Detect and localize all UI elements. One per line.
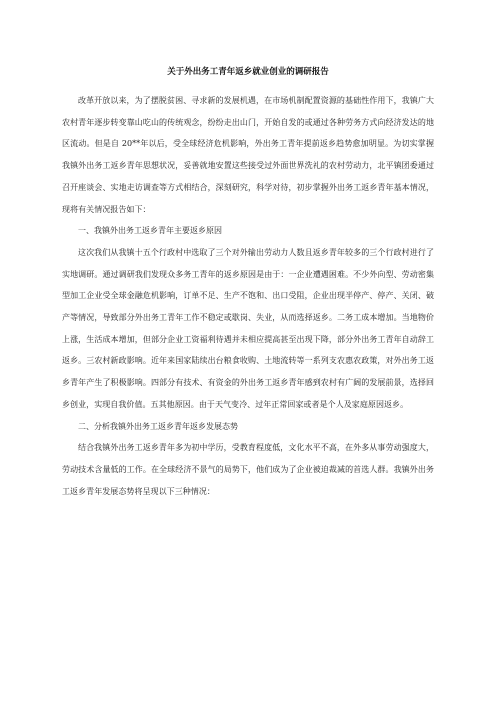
intro-paragraph: 改革开放以来，为了摆脱贫困、寻求新的发展机遇，在市场机制配置资源的基础性作用下，我镇广大农村青年逐步转变靠山吃山的传统观念，纷纷走出山门，开始自发的或通过各种劳务方式向经济发达的地区流动。但是自 20**年以后，受全球经济危机影响，外出务工青年提前返乡趋势愈加明显。为切实掌握我镇外出务工返乡青年思想状况，妥善就地安置这些接受过外面世界洗礼的农村劳动力，北平镇团委通过召开座谈会、实地走访调查等方式相结合，深刻研究，科学对待，初步掌握外出务工返乡青年基本情况，现将有关情况报告如下： [62, 96, 434, 214]
section-heading-2: 二、分析我镇外出务工返乡青年返乡发展态势 [78, 421, 238, 431]
section-heading-1: 一、我镇外出务工返乡青年主要返乡原因 [78, 226, 222, 236]
section-1-paragraph: 这次我们从我镇十五个行政村中选取了三个对外输出劳动力人数且返乡青年较多的三个行政村进行了实地调研。通过调研我们发现众多务工青年的返乡原因是由于：一企业遭遇困难。不少外向型、劳动密集型加工企业受全球金融危机影响，订单不足、生产不饱和、出口受阻，企业出现半停产、停产、关闭、破产等情况，导致部分外出务工青年工作不稳定或歇岗、失业，从而选择返乡。二务工成本增加。当地物价上涨，生活成本增加，但部分企业工资福利待遇并未相应提高甚至出现下降，部分外出务工青年自动辞工返乡。三农村新政影响。近年来国家陆续出台粮食收购、土地流转等一系列支农惠农政策，对外出务工返乡青年产生了积极影响。四部分有技术、有资金的外出务工返乡青年感到农村有广阔的发展前景，选择回乡创业，实现自我价值。五其他原因。由于天气变冷、过年正常回家或者是个人及家庭原因返乡。 [62, 247, 434, 409]
section-2-paragraph: 结合我镇外出务工返乡青年多为初中学历，受教育程度低，文化水平不高，在外多从事劳动强度大，劳动技术含量低的工作。在全球经济不景气的局势下，他们成为了企业被迫裁减的首选人群。我镇外出务工返乡青年发展态势将呈现以下三种情况： [62, 443, 434, 496]
document-title: 关于外出务工青年返乡就业创业的调研报告 [167, 67, 329, 77]
